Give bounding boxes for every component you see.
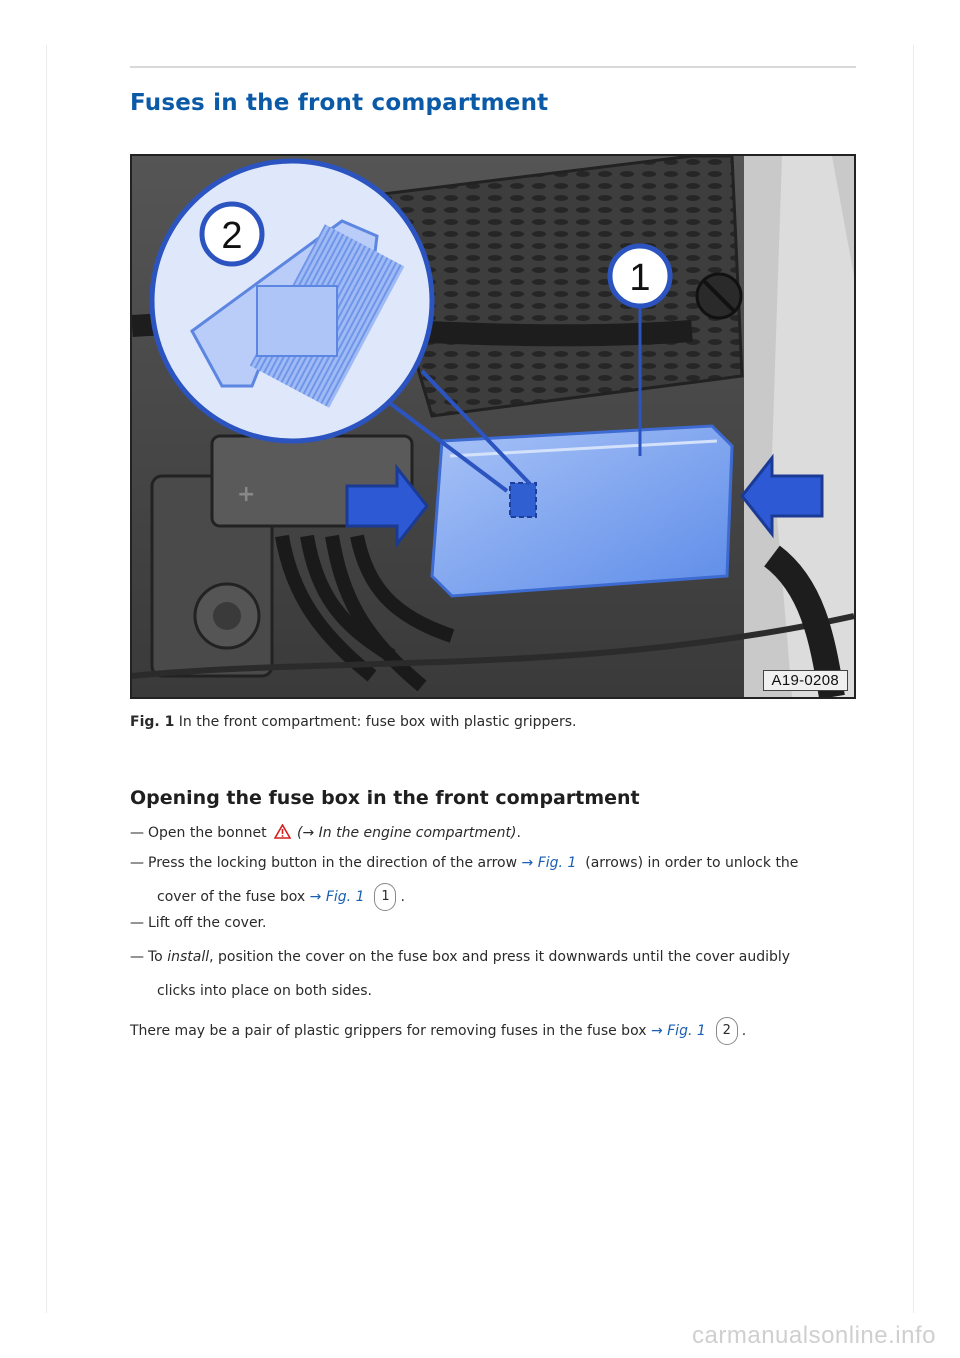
step-text-2: , position the cover on the fuse box and press it downwards until the cover audibly (209, 949, 791, 965)
grippers-note (130, 1014, 746, 1048)
caption-label: Fig. 1 (130, 714, 175, 730)
install-term: install (167, 949, 210, 965)
step-open-bonnet (130, 816, 860, 850)
engine-compartment-link[interactable]: (→ In the engine compartment) (297, 825, 517, 841)
watermark: carmanualsonline.info (692, 1322, 936, 1349)
step-text-end: . (516, 825, 521, 841)
callout-1-label: 1 (629, 257, 651, 299)
engine-bay-illustration (132, 156, 854, 697)
fig-1-link[interactable]: → Fig. 1 (521, 855, 577, 871)
fig-1-link[interactable]: → Fig. 1 (650, 1023, 706, 1039)
step-text-3: cover of the fuse box (157, 889, 306, 905)
figure-fuse-box (130, 154, 856, 699)
step-text: Lift off the cover. (148, 915, 267, 931)
step-text-2: (arrows) in order to unlock the (585, 855, 799, 871)
step-dash: — (130, 855, 144, 871)
step-text-end: . (400, 889, 405, 905)
section-heading: Opening the fuse box in the front compartment (130, 787, 640, 809)
note-text-end: . (741, 1023, 747, 1039)
figure-code: A19-0208 (763, 670, 848, 691)
callout-2-label: 2 (221, 215, 243, 257)
step-text: Open the bonnet (148, 825, 267, 841)
page-title: Fuses in the front compartment (130, 90, 549, 116)
step-text: To (148, 949, 163, 965)
step-text: Press the locking button in the direction of the arrow (148, 855, 518, 871)
callout-1-badge: 1 (374, 883, 396, 911)
note-text: There may be a pair of plastic grippers for removing fuses in the fuse box (130, 1023, 647, 1039)
step-dash: — (130, 915, 144, 931)
callout-2-badge: 2 (716, 1017, 738, 1045)
warning-icon[interactable] (274, 824, 291, 839)
left-margin-line (46, 45, 47, 1313)
svg-text:+: + (237, 482, 256, 507)
fig-1-link[interactable]: → Fig. 1 (309, 889, 365, 905)
step-dash: — (130, 949, 144, 965)
caption-text: In the front compartment: fuse box with plastic grippers. (174, 714, 577, 730)
step-text-3: clicks into place on both sides. (157, 983, 372, 999)
top-rule (130, 66, 856, 68)
right-margin-line (913, 45, 914, 1313)
step-install (130, 940, 860, 1008)
figure-caption (130, 714, 576, 730)
step-lift-cover (130, 906, 860, 940)
step-press-locking-button (130, 846, 860, 914)
step-dash: — (130, 825, 144, 841)
